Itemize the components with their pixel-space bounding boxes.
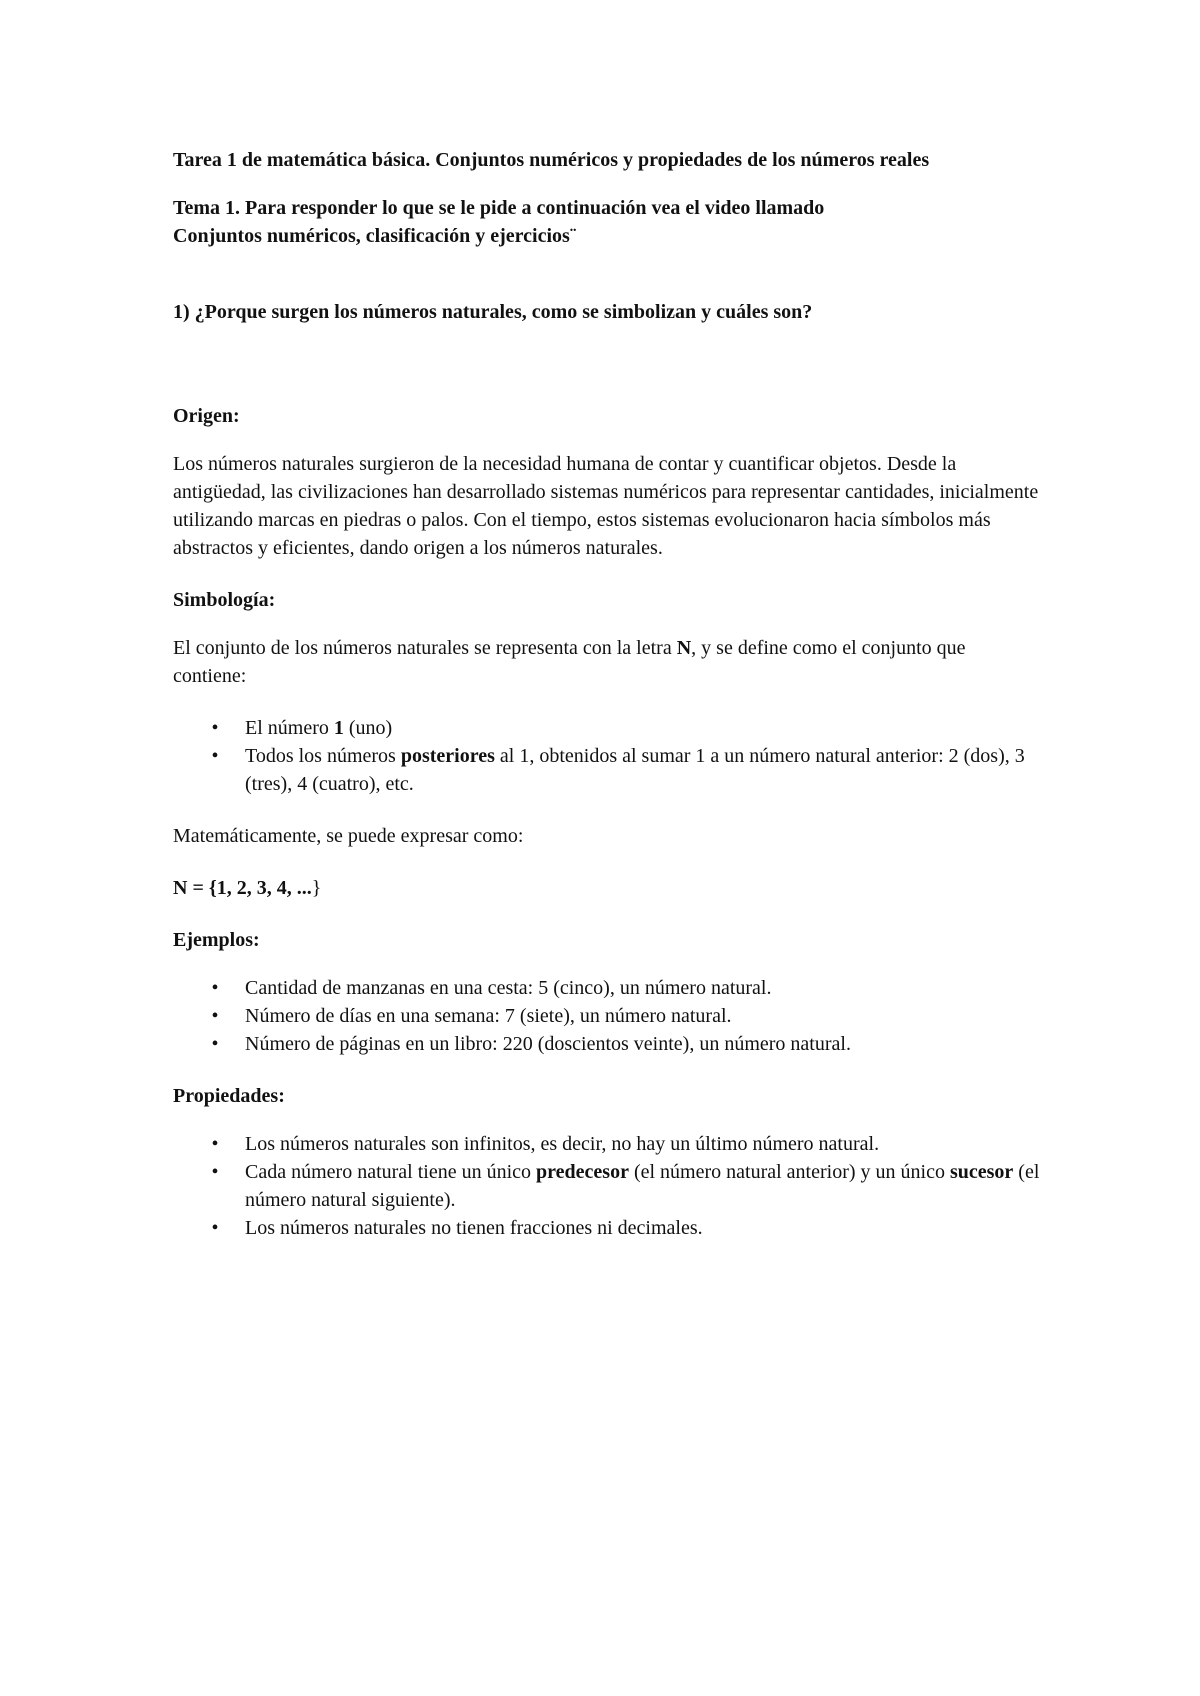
list-item [211,1002,1040,1030]
list-item [211,742,1040,798]
simbologia-letter-n: N [676,637,692,659]
list-item [211,1158,1040,1214]
question-1: 1) ¿Porque surgen los números naturales, como se simbolizan y cuáles son? [173,301,813,323]
ejemplo-text: Cantidad de manzanas en una cesta: 5 (cinco), un número natural. [245,977,772,999]
bullet-icon: • [211,1005,219,1027]
simbologia-intro [173,634,1040,690]
simbologia-list [173,714,1040,798]
tema-line-1: Tema 1. Para responder lo que se le pide a continuación vea el video llamado [173,197,825,219]
sucesor-bold: sucesor [949,1161,1014,1183]
bullet2-text-start: Todos los números [245,745,401,767]
ejemplo-text: Número de páginas en un libro: 220 (doscientos veinte), un número natural. [245,1033,851,1055]
propiedad2-text-a: Cada número natural tiene un único [245,1161,537,1183]
bullet-icon: • [211,717,219,739]
predecesor-bold: predecesor [536,1161,629,1183]
origen-heading: Origen: [173,405,240,427]
bullet1-text-start: El número [245,717,334,739]
list-item [211,1130,1040,1158]
list-item [211,974,1040,1002]
bullet2-bold: posteriores [400,745,495,767]
bullet2-text-end: al 1, obtenidos al sumar 1 a un número natural anterior: 2 (dos), 3 (tres), 4 (cuatro), etc. [245,745,1025,795]
ejemplos-heading: Ejemplos: [173,929,260,951]
ejemplo-text: Número de días en una semana: 7 (siete), un número natural. [245,1005,732,1027]
math-intro: Matemáticamente, se puede expresar como: [173,825,524,847]
propiedades-heading: Propiedades: [173,1085,285,1107]
propiedad2-text-e: (el número natural siguiente). [245,1161,1040,1211]
simbologia-intro-start: El conjunto de los números naturales se representa con la letra [173,637,677,659]
bullet-icon: • [211,1217,219,1239]
tema-instruction [173,194,1040,250]
propiedades-list [173,1130,1040,1242]
bullet-icon: • [211,1133,219,1155]
bullet-icon: • [211,745,219,767]
list-item [211,1030,1040,1058]
propiedad-text: Los números naturales son infinitos, es decir, no hay un último número natural. [245,1133,880,1155]
simbologia-heading: Simbología: [173,589,276,611]
formula-close: } [311,877,322,899]
bullet-icon: • [211,1033,219,1055]
tema-line-2: Conjuntos numéricos, clasificación y ejercicios¨ [173,225,577,247]
ejemplos-list [173,974,1040,1058]
bullet1-bold: 1 [333,717,344,739]
natural-numbers-formula [173,874,1040,902]
list-item [211,714,1040,742]
propiedad2-text-c: (el número natural anterior) y un único [628,1161,950,1183]
origen-paragraph: Los números naturales surgieron de la necesidad humana de contar y cuantificar objetos. Desde la antigüedad, las civilizaciones han desarrollado sistemas numéricos para representar cantidades, inicialmente utilizando marcas en piedras o palos. Con el tiempo, estos sistemas evolucionaron hacia símbolos más abstractos y eficientes, dando origen a los números naturales. [173,453,1039,559]
propiedad-text: Los números naturales no tienen fracciones ni decimales. [245,1217,703,1239]
bullet1-text-end: (uno) [343,717,393,739]
list-item [211,1214,1040,1242]
formula-bold: N = {1, 2, 3, 4, ... [173,877,312,899]
bullet-icon: • [211,977,219,999]
document-title: Tarea 1 de matemática básica. Conjuntos numéricos y propiedades de los números reales [173,149,930,171]
simbologia-intro-end: , y se define como el conjunto que contiene: [173,637,966,687]
bullet-icon: • [211,1161,219,1183]
